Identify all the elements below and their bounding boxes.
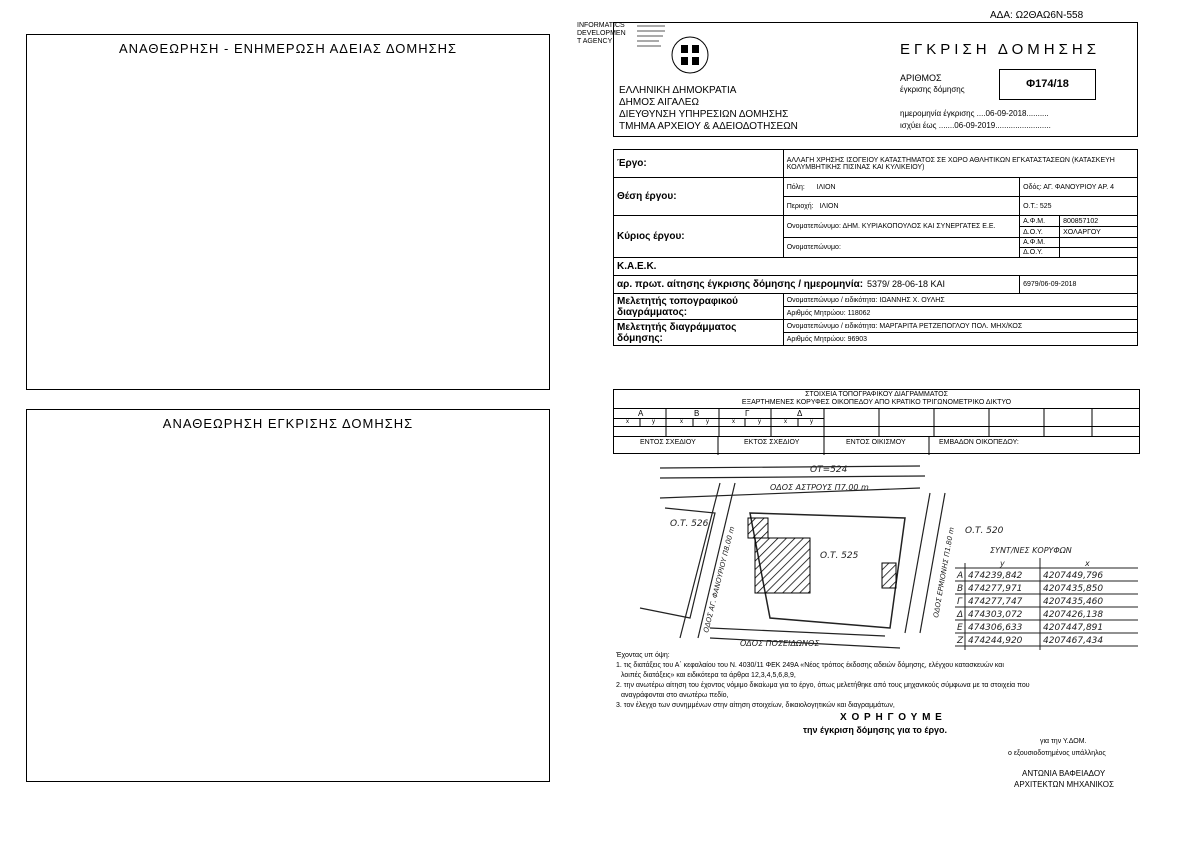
revision-approval-box [26, 409, 550, 782]
afm2-value [1060, 238, 1138, 248]
directorate: ΔΙΕΥΘΥΝΣΗ ΥΠΗΡΕΣΙΩΝ ΔΟΜΗΣΗΣ [619, 109, 789, 120]
axis-y-g: y [758, 419, 761, 425]
notes-head: Έχοντας υπ όψη: [616, 652, 670, 659]
project-details-table [613, 149, 1138, 346]
odos-cell: Οδός: ΑΓ. ΦΑΝΟΥΡΙΟΥ ΑΡ. 4 [1020, 178, 1138, 197]
sketch-coords-head-y: y [1000, 559, 1005, 568]
sketch-ot525: Ο.Τ. 525 [820, 551, 859, 561]
dom-label: Μελετητής διαγράμματος δόμησης: [614, 320, 784, 346]
afm-label: Α.Φ.Μ. [1020, 216, 1060, 227]
doy2-label: Δ.Ο.Υ. [1020, 248, 1060, 258]
doy-label: Δ.Ο.Υ. [1020, 227, 1060, 238]
sketch-coords-head-x: x [1085, 559, 1090, 568]
kaek-label: Κ.Α.Ε.Κ. [614, 258, 1138, 276]
owner2-cell: Ονοματεπώνυμο: [783, 238, 1019, 258]
coord-x: 4207467,434 [1043, 636, 1104, 646]
perioxi-cell: Περιοχή: ΙΛΙΟΝ [783, 197, 1019, 216]
topographic-data-box [613, 389, 1140, 454]
approval-date: ημερομηνία έγκρισης ....06-09-2018.......... [900, 109, 1049, 118]
coord-x: 4207435,460 [1043, 597, 1104, 607]
afm-value: 800857102 [1060, 216, 1138, 227]
coord-x: 4207426,138 [1043, 610, 1104, 620]
coord-key: Ζ [957, 636, 964, 646]
note-1a: 1. τις διατάξεις του Α΄ κεφαλαίου του Ν. 4030/11 ΦΕΚ 249Α «Νέος τρόπος έκδοσης αδειών δόμησης, ελέγχου κατασκευών και [616, 662, 1004, 669]
sig-for: για την Υ.ΔΟΜ. [1040, 738, 1087, 745]
note-3: 3. τον έλεγχο των συνημμένων στην αίτηση στοιχείων, δικαιολογητικών και διαγραμμάτων, [616, 702, 895, 709]
doy-value: ΧΟΛΑΡΓΟΥ [1060, 227, 1138, 238]
thesi-label: Θέση έργου: [614, 178, 784, 216]
sig-name: ΑΝΤΩΝΙΑ ΒΑΦΕΙΑΔΟΥ [1022, 769, 1106, 778]
topo-bottom-grid [614, 436, 1141, 455]
kyrios-label: Κύριος έργου: [614, 216, 784, 258]
afm2-label: Α.Φ.Μ. [1020, 238, 1060, 248]
sketch-ot526: Ο.Τ. 526 [670, 519, 709, 529]
corner-b: Β [694, 409, 700, 418]
approval-header-box [613, 22, 1138, 137]
axis-y-d: y [810, 419, 813, 425]
topo-label: Μελετητής τοπογραφικού διαγράμματος: [614, 294, 784, 320]
coord-key: Ε [957, 623, 963, 633]
sketch-street-top: ΟΔΟΣ ΑΣΤΡΟΥΣ Π7.00 m [770, 483, 869, 492]
approval-title: ΕΓΚΡΙΣΗ ΔΟΜΗΣΗΣ [900, 41, 1100, 58]
ot-cell: Ο.Τ.: 525 [1020, 197, 1138, 216]
topo-title2: ΕΞΑΡΤΗΜΕΝΕΣ ΚΟΡΥΦΕΣ ΟΙΚΟΠΕΔΟΥ ΑΠΟ ΚΡΑΤΙΚΟ ΤΡΙΓΩΝΟΜΕΤΡΙΚΟ ΔΙΚΤΥΟ [741, 399, 1012, 406]
grant-heading: Χ Ο Ρ Η Γ Ο Υ Μ Ε [840, 712, 943, 723]
coord-key: Δ [957, 610, 964, 620]
protocol-value2: 6979/06-09-2018 [1020, 276, 1138, 294]
ergo-value: ΑΛΛΑΓΗ ΧΡΗΣΗΣ ΙΣΟΓΕΙΟΥ ΚΑΤΑΣΤΗΜΑΤΟΣ ΣΕ ΧΩΡΟ ΑΘΛΗΤΙΚΩΝ ΕΓΚΑΤΑΣΤΑΣΕΩΝ (ΚΑΤΑΣΚΕΥΗ ΚΟΛΥΜΒΗΤΙΚΗΣ ΠΙΣΙΝΑΣ ΚΑΙ ΚΥΛΙΚΕΙΟΥ) [783, 150, 1137, 178]
ektos-sxediou: ΕΚΤΟΣ ΣΧΕΔΙΟΥ [744, 439, 800, 446]
topo-grid [614, 408, 1141, 436]
coord-x: 4207449,796 [1043, 571, 1104, 581]
revision-update-title: ΑΝΑΘΕΩΡΗΣΗ - ΕΝΗΜΕΡΩΣΗ ΑΔΕΙΑΣ ΔΟΜΗΣΗΣ [118, 41, 458, 56]
coord-y: 474277,747 [968, 597, 1023, 607]
sig-role: ΑΡΧΙΤΕΚΤΩΝ ΜΗΧΑΝΙΚΟΣ [1014, 780, 1114, 789]
coord-key: Α [957, 571, 964, 581]
protocol-cell: αρ. πρωτ. αίτησης έγκρισης δόμησης / ημερομηνία: 5379/ 28-06-18 ΚΑΙ [614, 276, 1020, 294]
owner1-cell: Ονοματεπώνυμο: ΔΗΜ. ΚΥΡΙΑΚΟΠΟΥΛΟΣ ΚΑΙ ΣΥΝΕΡΓΑΤΕΣ Ε.Ε. [783, 216, 1019, 238]
notes-block [616, 651, 1141, 711]
dom-reg: Αριθμός Μητρώου: 96903 [783, 333, 1137, 346]
department: ΤΜΗΜΑ ΑΡΧΕΙΟΥ & ΑΔΕΙΟΔΟΤΗΣΕΩΝ [619, 121, 798, 132]
site-sketch [620, 458, 1138, 650]
sketch-ot520: Ο.Τ. 520 [965, 526, 1004, 536]
note-1b: λοιπές διατάξεις» και ειδικότερα τα άρθρα 12,3,4,5,6,8,9, [621, 672, 796, 679]
topo-title1: ΣΤΟΙΧΕΙΑ ΤΟΠΟΓΡΑΦΙΚΟΥ ΔΙΑΓΡΑΜΜΑΤΟΣ [805, 391, 948, 398]
entos-oikismou: ΕΝΤΟΣ ΟΙΚΙΣΜΟΥ [846, 439, 906, 446]
coord-y: 474244,920 [968, 636, 1023, 646]
grant-sub: την έγκριση δόμησης για το έργο. [803, 725, 948, 735]
note-2b: αναγράφονται στο ανωτέρω πεδίο, [621, 692, 729, 699]
agency-label: INFORMATICS DEVELOPMEN T AGENCY [577, 22, 626, 45]
topo-name: Ονοματεπώνυμο / ειδικότητα: ΙΩΑΝΝΗΣ Χ. ΟΥΛΗΣ [783, 294, 1137, 307]
axis-y-b: y [706, 419, 709, 425]
ergo-label: Έργο: [614, 150, 784, 178]
corner-g: Γ [745, 409, 750, 418]
number-sublabel: έγκρισης δόμησης [900, 85, 965, 94]
axis-y-a: y [652, 419, 655, 425]
coord-y: 474303,072 [968, 610, 1023, 620]
republic: ΕΛΛΗΝΙΚΗ ΔΗΜΟΚΡΑΤΙΑ [619, 85, 737, 96]
coord-x: 4207447,891 [1043, 623, 1104, 633]
greek-emblem-icon [670, 35, 710, 80]
coord-key: Γ [957, 597, 963, 607]
revision-update-permit-box [26, 34, 550, 390]
sketch-street-right: ΟΔΟΣ ΕΡΜΙΟΝΗΣ Π1.80 m [932, 526, 956, 619]
approval-number-box: Φ174/18 [999, 69, 1096, 100]
entos-sxediou: ΕΝΤΟΣ ΣΧΕΔΙΟΥ [640, 439, 696, 446]
axis-x-b: x [680, 419, 683, 425]
note-2a: 2. την ανωτέρω αίτηση του έχοντος νόμιμο δικαίωμα για το έργο, όπως μελετήθηκε από τους μηχανικούς σύμφωνα με τα στοιχεία που [616, 682, 1030, 689]
emvadon-label: ΕΜΒΑΔΟΝ ΟΙΚΟΠΕΔΟΥ: [939, 439, 1019, 446]
corner-d: Δ [797, 409, 803, 418]
coord-y: 474306,633 [968, 623, 1023, 633]
coord-x: 4207435,850 [1043, 584, 1104, 594]
dom-name: Ονοματεπώνυμο / ειδικότητα: ΜΑΡΓΑΡΙΤΑ ΡΕΤΖΕΠΟΓΛΟΥ ΠΟΛ. ΜΗΧ/ΚΟΣ [783, 320, 1137, 333]
agency-block [619, 85, 798, 133]
coord-key: Β [957, 584, 964, 594]
sketch-ot524: ΟΤ=524 [810, 465, 848, 475]
municipality: ΔΗΜΟΣ ΑΙΓΑΛΕΩ [619, 97, 699, 108]
topo-reg: Αριθμός Μητρώου: 118062 [783, 307, 1137, 320]
sketch-coords-title: ΣΥΝΤ/ΝΕΣ ΚΟΡΥΦΩΝ [990, 546, 1072, 555]
sketch-street-bottom: ΟΔΟΣ ΠΟΣΕΙΔΩΝΟΣ [740, 639, 820, 648]
coord-y: 474277,971 [968, 584, 1023, 594]
sketch-street-left: ΟΔΟΣ ΑΓ. ΦΑΝΟΥΡΙΟΥ Π8.00 m [702, 525, 737, 634]
revision-approval-title: ΑΝΑΘΕΩΡΗΣΗ ΕΓΚΡΙΣΗΣ ΔΟΜΗΣΗΣ [162, 416, 414, 431]
axis-x-g: x [732, 419, 735, 425]
valid-until: ισχύει έως .......06-09-2019......................... [900, 121, 1051, 130]
doy2-value [1060, 248, 1138, 258]
axis-x-d: x [784, 419, 787, 425]
axis-x-a: x [626, 419, 629, 425]
coord-y: 474239,842 [968, 571, 1023, 581]
ada-code: ΑΔΑ: Ω2ΘΑΩ6Ν-558 [990, 10, 1084, 21]
number-label: ΑΡΙΘΜΟΣ [900, 73, 942, 83]
sig-auth: ο εξουσιοδοτημένος υπάλληλος [1008, 750, 1106, 757]
corner-a: Α [638, 409, 644, 418]
poli-cell: Πόλη: ΙΛΙΟΝ [783, 178, 1019, 197]
